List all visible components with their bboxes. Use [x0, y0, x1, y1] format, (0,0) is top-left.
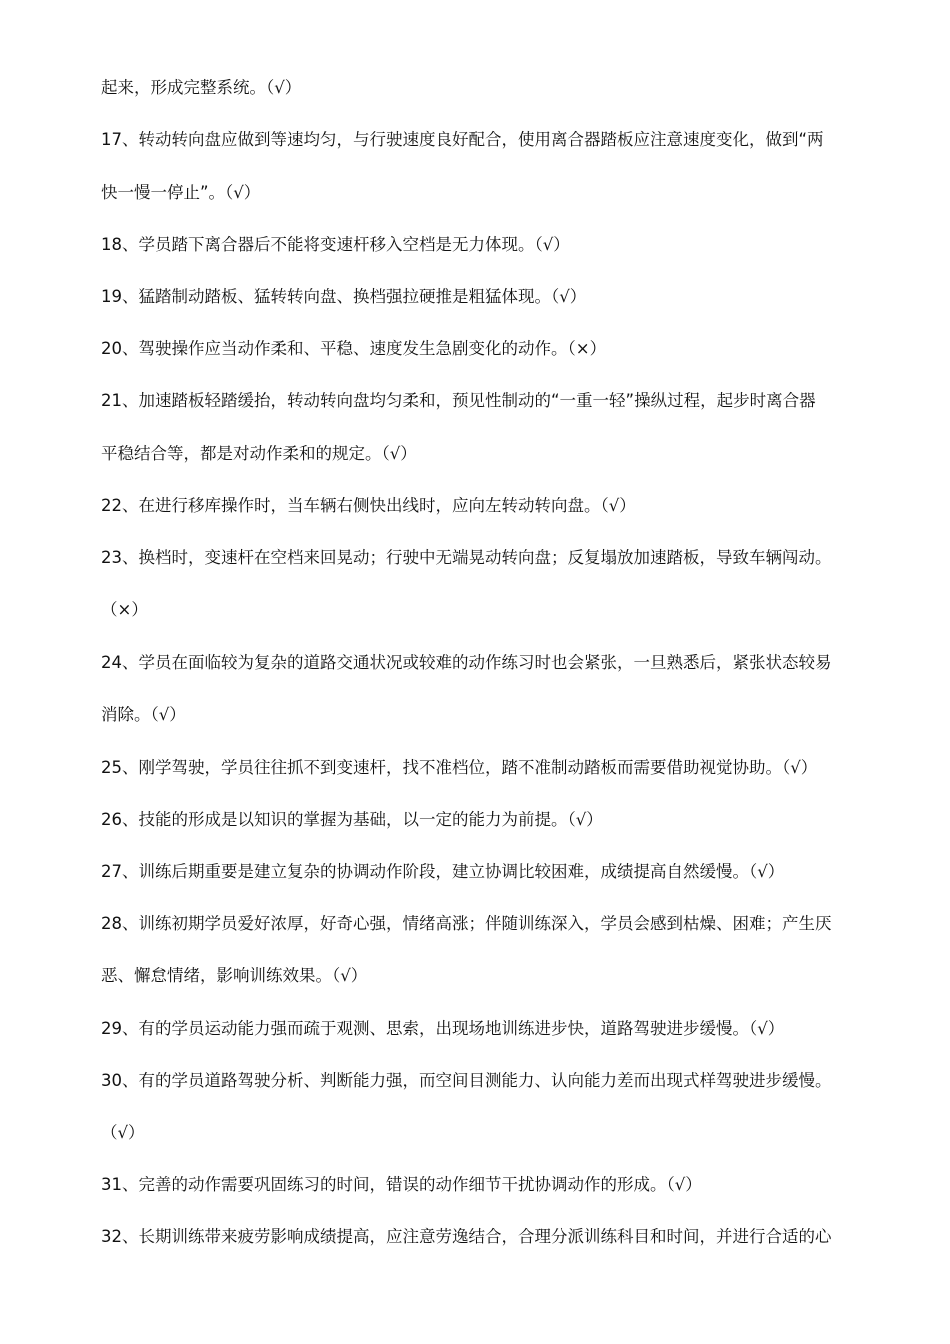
text-line: 23、换档时，变速杆在空档来回晃动；行驶中无端晃动转向盘；反复塌放加速踏板，导致车辆闯动。: [101, 548, 832, 567]
text-line: 26、技能的形成是以知识的掌握为基础，以一定的能力为前提。（√）: [101, 810, 603, 829]
text-line: 20、驾驶操作应当动作柔和、平稳、速度发生急剧变化的动作。（×）: [101, 339, 607, 358]
text-line: 17、转动转向盘应做到等速均匀，与行驶速度良好配合，使用离合器踏板应注意速度变化，做到“两: [101, 130, 824, 149]
text-line: 18、学员踏下离合器后不能将变速杆移入空档是无力体现。（√）: [101, 235, 570, 254]
text-line: 25、刚学驾驶，学员往往抓不到变速杆，找不准档位，踏不准制动踏板而需要借助视觉协助。（√）: [101, 758, 818, 777]
text-line: 21、加速踏板轻踏缓抬，转动转向盘均匀柔和，预见性制动的“一重一轻”操纵过程，起步时离合器: [101, 391, 816, 410]
text-line: 27、训练后期重要是建立复杂的协调动作阶段，建立协调比较困难，成绩提高自然缓慢。（√）: [101, 862, 785, 881]
text-line: 消除。（√）: [101, 705, 186, 724]
text-line: 快一慢一停止”。（√）: [101, 183, 261, 202]
text-line: 30、有的学员道路驾驶分析、判断能力强，而空间目测能力、认向能力差而出现式样驾驶进步缓慢。: [101, 1071, 832, 1090]
text-line: 24、学员在面临较为复杂的道路交通状况或较难的动作练习时也会紧张，一旦熟悉后，紧张状态较易: [101, 653, 832, 672]
text-line: （×）: [101, 600, 148, 619]
text-line: 22、在进行移库操作时，当车辆右侧快出线时，应向左转动转向盘。（√）: [101, 496, 636, 515]
text-line: 起来，形成完整系统。（√）: [101, 78, 302, 97]
text-line: 恶、懈怠情绪，影响训练效果。（√）: [101, 966, 368, 985]
text-line: 平稳结合等，都是对动作柔和的规定。（√）: [101, 444, 417, 463]
text-line: 32、长期训练带来疲劳影响成绩提高，应注意劳逸结合，合理分派训练科目和时间，并进行合适的心: [101, 1227, 832, 1246]
text-line: 28、训练初期学员爱好浓厚，好奇心强，情绪高涨；伴随训练深入，学员会感到枯燥、困难；产生厌: [101, 914, 832, 933]
text-line: 29、有的学员运动能力强而疏于观测、思索，出现场地训练进步快，道路驾驶进步缓慢。（√）: [101, 1019, 785, 1038]
text-line: （√）: [101, 1123, 145, 1142]
text-line: 31、完善的动作需要巩固练习的时间，错误的动作细节干扰协调动作的形成。（√）: [101, 1175, 702, 1194]
text-line: 19、猛踏制动踏板、猛转转向盘、换档强拉硬推是粗猛体现。（√）: [101, 287, 587, 306]
